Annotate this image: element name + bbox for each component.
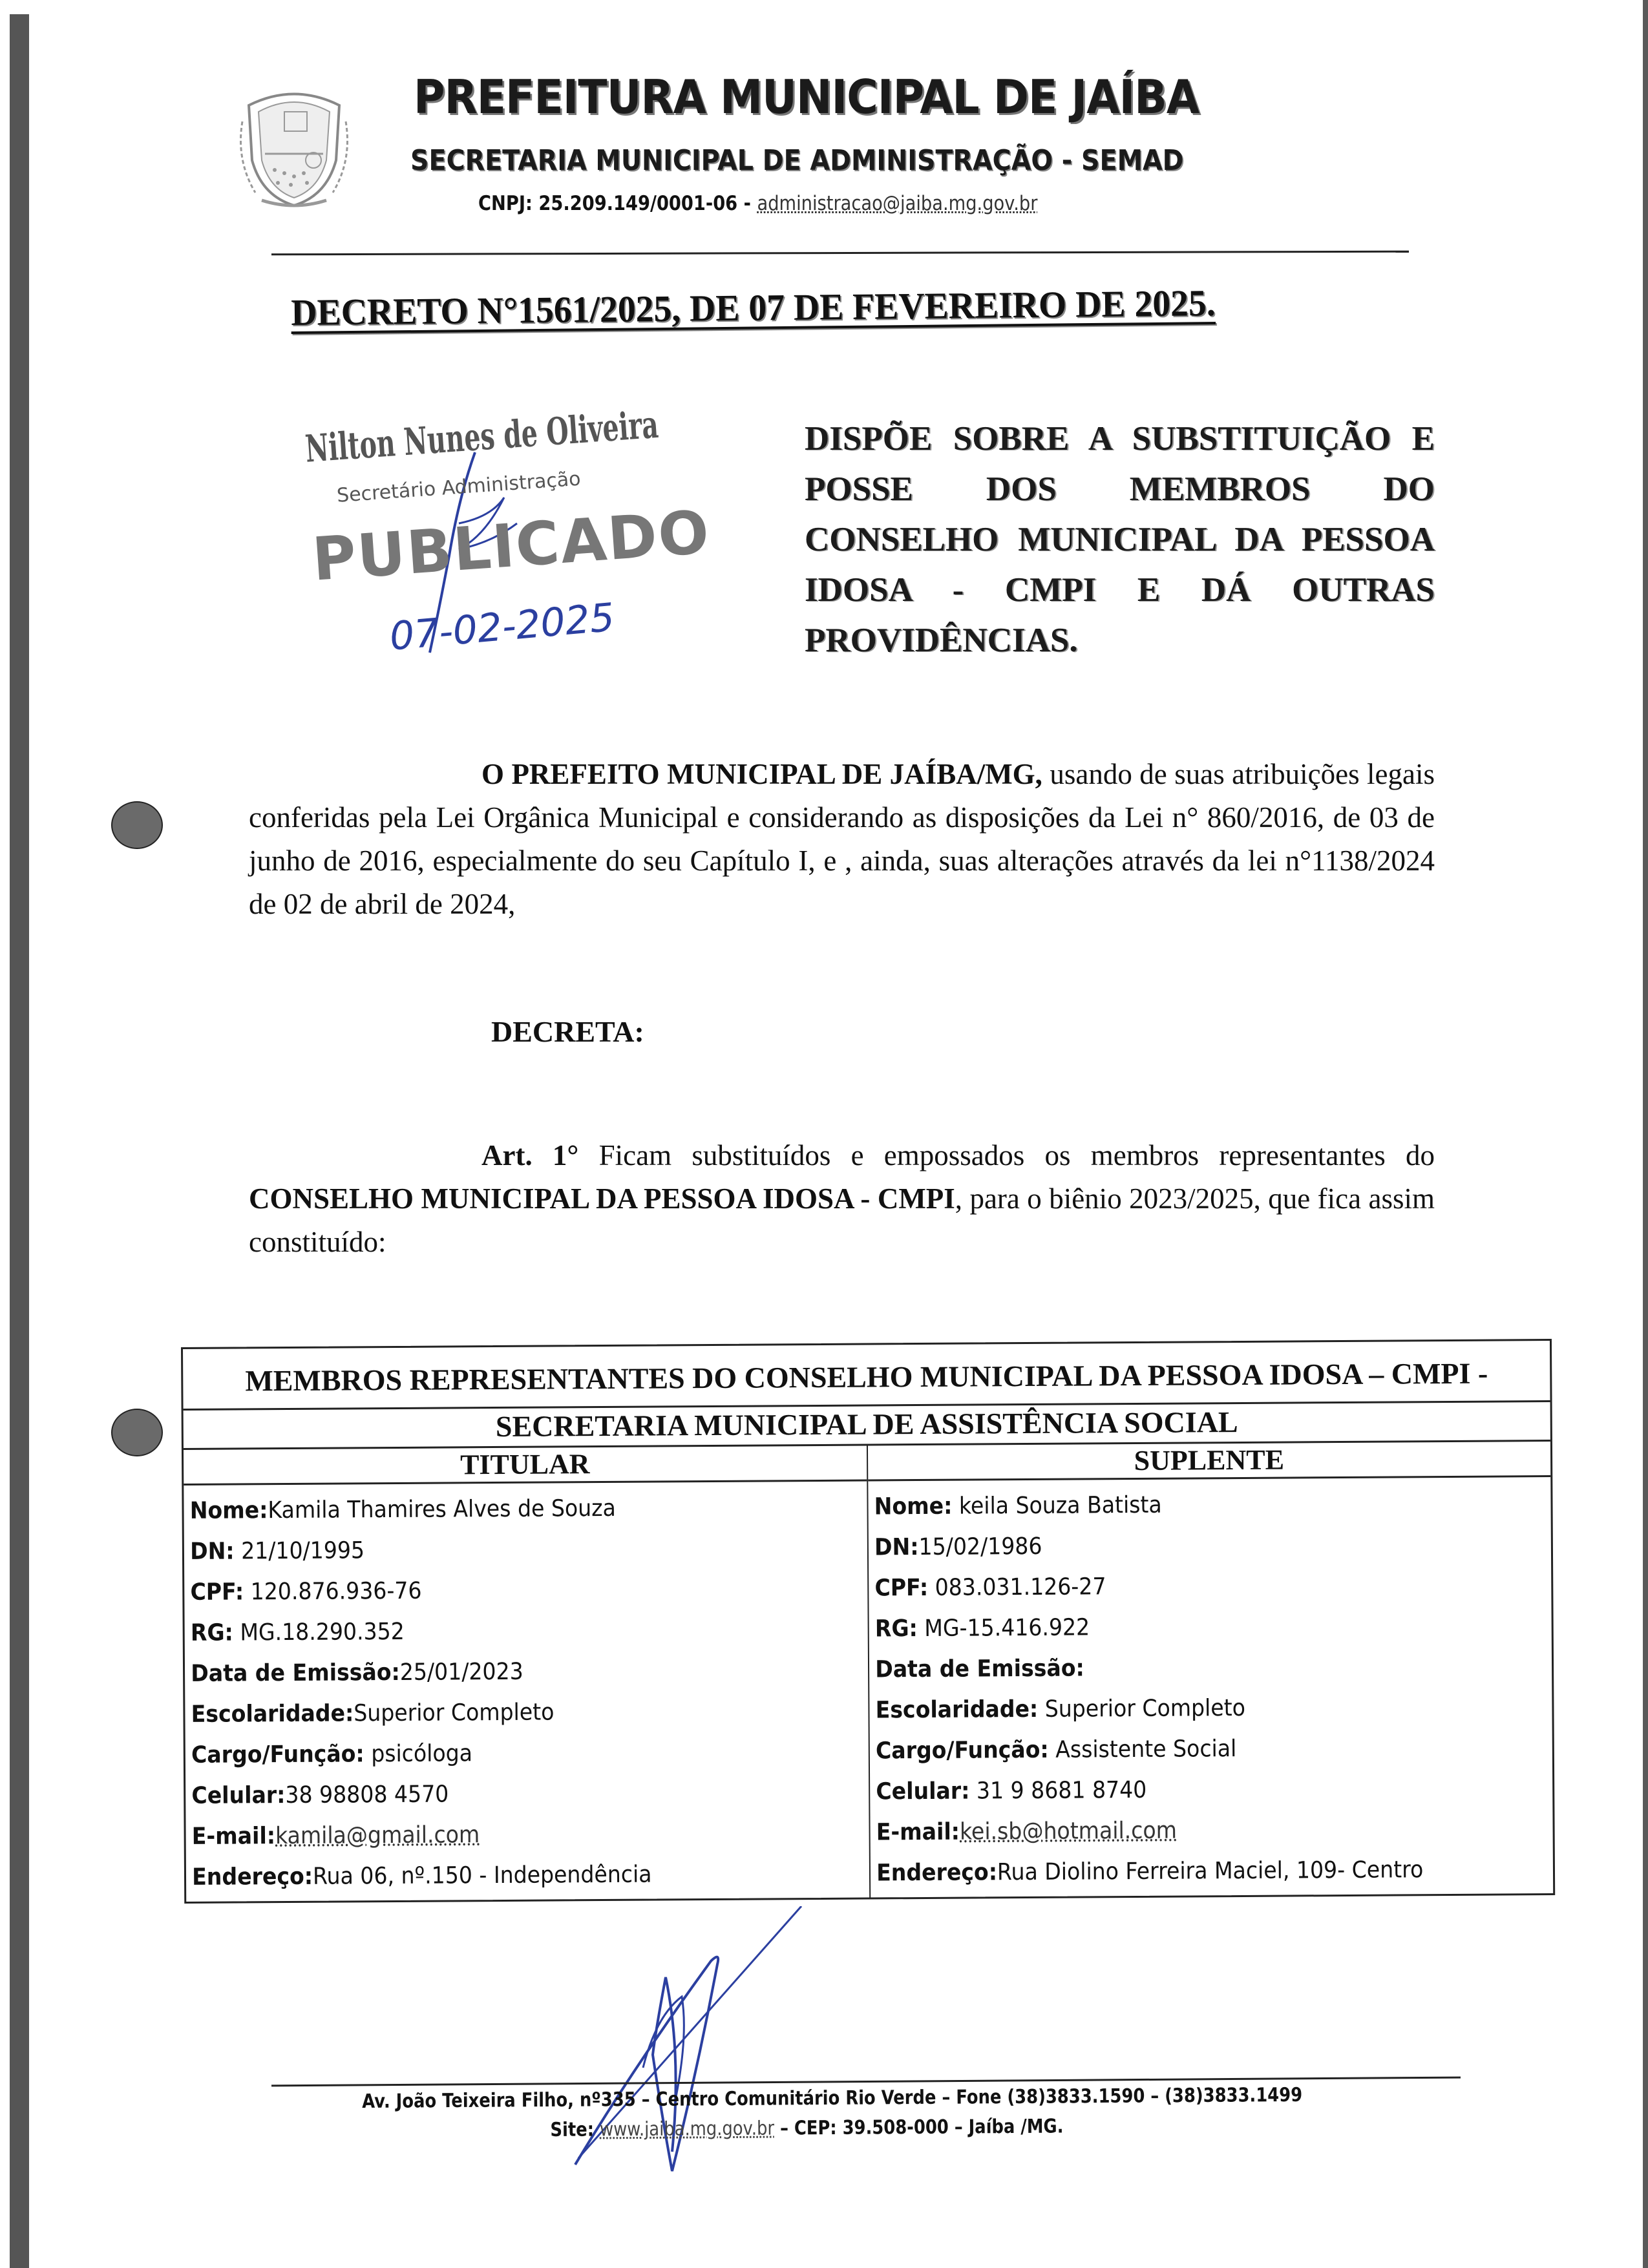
field-email: E-mail:kei.sb@hotmail.com: [876, 1817, 1177, 1846]
field-cpf: CPF: 083.031.126-27: [874, 1573, 1106, 1602]
field-nome: Nome: keila Souza Batista: [874, 1491, 1162, 1520]
stamp-role: Secretário Administração: [336, 467, 582, 507]
header-email-link[interactable]: administracao@jaiba.mg.gov.br: [757, 192, 1038, 215]
header-contact: [478, 192, 1037, 215]
email-link[interactable]: kamila@gmail.com: [275, 1822, 480, 1850]
stamp-date: 07-02-2025: [388, 594, 617, 660]
footer-address: [362, 2081, 1303, 2147]
punch-hole: [111, 801, 163, 849]
separator: -: [737, 192, 757, 215]
table-title: MEMBROS REPRESENTANTES DO CONSELHO MUNICIPAL DA PESSOA IDOSA – CMPI -: [183, 1341, 1550, 1411]
email-link[interactable]: kei.sb@hotmail.com: [959, 1817, 1177, 1845]
preamble-text: usando de suas atribuições legais conferidas pela Lei Orgânica Municipal e considerando as disposições da Lei n° 860/2016, de 03 de junho de 2016, especialmente do seu Capítulo I, e , ainda, suas alterações através da lei n°1138/2024 de 02 de abril de 2024,: [249, 758, 1435, 920]
table-row: [184, 1442, 1553, 1902]
article-1-text: Ficam substituídos e empossados os membros representantes do: [578, 1139, 1435, 1171]
members-table: [181, 1339, 1555, 1904]
scan-left-edge: [10, 14, 29, 2268]
field-celular: Celular:38 98808 4570: [191, 1781, 449, 1809]
cnpj: CNPJ: 25.209.149/0001-06: [478, 192, 738, 215]
field-data-emissao: Data de Emissão:25/01/2023: [191, 1658, 523, 1687]
field-nome: Nome:Kamila Thamires Alves de Souza: [189, 1495, 617, 1524]
field-rg: RG: MG.18.290.352: [190, 1618, 405, 1646]
header-subtitle: SECRETARIA MUNICIPAL DE ADMINISTRAÇÃO - SEMAD: [410, 144, 1184, 177]
footer-site-line: [362, 2110, 1251, 2147]
header-divider: [271, 251, 1409, 256]
footer-address-line: Av. João Teixeira Filho, nº335 – Centro Comunitário Rio Verde – Fone (38)3833.1590 – (38)3833.1499: [362, 2083, 1303, 2113]
suplente-fields: [868, 1478, 1499, 1898]
field-dn: DN:15/02/1986: [874, 1533, 1042, 1561]
coat-of-arms-icon: [229, 83, 359, 212]
field-escolaridade: Escolaridade: Superior Completo: [875, 1694, 1245, 1724]
titular-header: TITULAR: [184, 1446, 867, 1486]
publication-stamp: [297, 402, 713, 704]
field-cargo: Cargo/Função: psicóloga: [191, 1740, 473, 1769]
article-1-rest: , para o biênio 2023/2025, que fica assim constituído:: [249, 1182, 1435, 1258]
field-dn: DN: 21/10/1995: [190, 1537, 365, 1565]
field-rg: RG: MG-15.416.922: [874, 1614, 1090, 1643]
punch-hole: [111, 1409, 163, 1456]
decree-title: DECRETO N°1561/2025, DE 07 DE FEVEREIRO DE 2025.: [291, 282, 1216, 333]
decreta-heading: DECRETA:: [491, 1015, 644, 1048]
field-email: E-mail:kamila@gmail.com: [191, 1822, 480, 1850]
site-label: Site:: [550, 2118, 600, 2141]
table-secretaria: SECRETARIA MUNICIPAL DE ASSISTÊNCIA SOCIAL: [184, 1402, 1550, 1450]
article-1-council: CONSELHO MUNICIPAL DA PESSOA IDOSA - CMPI: [249, 1182, 955, 1215]
suplente-column: [866, 1442, 1553, 1897]
signature-icon: [504, 1906, 866, 2190]
field-endereco: Endereço:Rua 06, nº.150 - Independência: [192, 1861, 652, 1891]
site-link[interactable]: www.jaiba.mg.gov.br: [599, 2117, 775, 2141]
footer-cep: – CEP: 39.508-000 – Jaíba /MG.: [774, 2115, 1064, 2140]
field-escolaridade: Escolaridade:Superior Completo: [191, 1699, 555, 1728]
decree-summary: DISPÕE SOBRE A SUBSTITUIÇÃO E POSSE DOS MEMBROS DO CONSELHO MUNICIPAL DA PESSOA IDOSA - CMPI E DÁ OUTRAS PROVIDÊNCIAS.: [805, 420, 1435, 659]
article-1-paragraph: [249, 1134, 1435, 1264]
scan-top-margin: [0, 0, 1648, 14]
stamp-name: Nilton Nunes de Oliveira: [304, 402, 660, 471]
field-celular: Celular: 31 9 8681 8740: [875, 1776, 1146, 1805]
titular-column: [184, 1446, 869, 1902]
field-data-emissao: Data de Emissão:: [874, 1655, 1084, 1683]
scan-right-edge: [1643, 0, 1648, 2268]
suplente-header: SUPLENTE: [867, 1442, 1550, 1481]
preamble-subject: O PREFEITO MUNICIPAL DE JAÍBA/MG,: [481, 758, 1042, 790]
field-cpf: CPF: 120.876.936-76: [190, 1577, 422, 1606]
field-cargo: Cargo/Função: Assistente Social: [875, 1736, 1236, 1765]
titular-fields: [184, 1482, 814, 1902]
header-title: PREFEITURA MUNICIPAL DE JAÍBA: [414, 70, 1199, 124]
article-1-label: Art. 1°: [481, 1139, 579, 1171]
preamble-paragraph: [249, 753, 1435, 926]
stamp-label: PUBLICADO: [310, 498, 713, 594]
field-endereco: Endereço:Rua Diolino Ferreira Maciel, 109- Centro: [876, 1856, 1423, 1887]
